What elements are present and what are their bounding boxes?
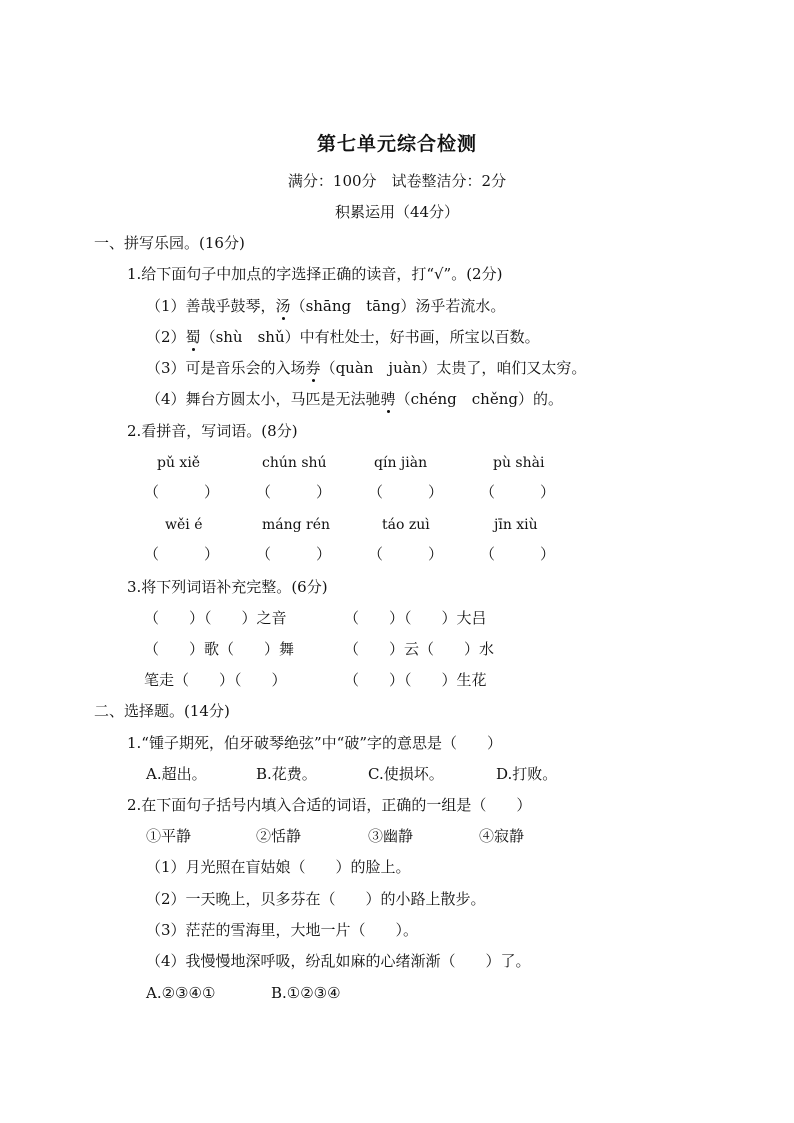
q1-item: （4）舞台方圆太小，马匹是无法驰骋（chéng chěng）的。 bbox=[146, 390, 563, 408]
idiom-blank[interactable]: 笔走（ ）（ ） bbox=[144, 671, 287, 689]
option-b[interactable]: B.花费。 bbox=[256, 765, 317, 783]
s2-q2-prompt: 2.在下面句子括号内填入合适的词语，正确的一组是（ ） bbox=[127, 796, 532, 814]
answer-blank[interactable]: （ ） bbox=[368, 545, 444, 563]
word-choice: ④寂静 bbox=[479, 827, 525, 845]
fill-sentence: （4）我慢慢地深呼吸，纷乱如麻的心绪渐渐（ ）了。 bbox=[146, 952, 531, 970]
fill-sentence: （2）一天晚上，贝多芬在（ ）的小路上散步。 bbox=[146, 890, 486, 908]
answer-blank[interactable]: （ ） bbox=[480, 545, 556, 563]
word-choice: ③幽静 bbox=[368, 827, 414, 845]
page-title: 第七单元综合检测 bbox=[316, 133, 477, 155]
answer-blank[interactable]: （ ） bbox=[480, 483, 556, 501]
q1-item: （3）可是音乐会的入场券（quàn juàn）太贵了，咱们又太穷。 bbox=[146, 359, 587, 377]
pinyin: táo zuì bbox=[382, 517, 430, 533]
q1-item: （1）善哉乎鼓琴，汤（shāng tāng）汤乎若流水。 bbox=[146, 297, 506, 315]
answer-blank[interactable]: （ ） bbox=[368, 483, 444, 501]
option-c[interactable]: C.使损坏。 bbox=[368, 765, 444, 783]
option-b[interactable]: B.①②③④ bbox=[271, 984, 341, 1002]
q2-prompt: 2.看拼音，写词语。(8分) bbox=[127, 422, 298, 440]
pinyin: pǔ xiě bbox=[157, 455, 201, 471]
pinyin: chún shú bbox=[262, 455, 327, 471]
answer-blank[interactable]: （ ） bbox=[144, 483, 220, 501]
idiom-blank[interactable]: （ ）（ ）之音 bbox=[144, 609, 287, 627]
answer-blank[interactable]: （ ） bbox=[256, 545, 332, 563]
fill-sentence: （1）月光照在盲姑娘（ ）的脸上。 bbox=[146, 858, 411, 876]
pinyin: jīn xiù bbox=[494, 517, 538, 533]
answer-blank[interactable]: （ ） bbox=[144, 545, 220, 563]
fill-sentence: （3）茫茫的雪海里，大地一片（ ）。 bbox=[146, 921, 419, 939]
q1-prompt: 1.给下面句子中加点的字选择正确的读音，打“√”。(2分) bbox=[127, 265, 503, 283]
q3-prompt: 3.将下列词语补充完整。(6分) bbox=[127, 578, 328, 596]
pinyin: wěi é bbox=[165, 517, 203, 533]
q1-item: （2）蜀（shù shǔ）中有杜处士，好书画，所宝以百数。 bbox=[146, 328, 540, 346]
idiom-blank[interactable]: （ ）云（ ）水 bbox=[344, 640, 495, 658]
section1-heading: 一、拼写乐园。(16分) bbox=[94, 234, 245, 252]
option-d[interactable]: D.打败。 bbox=[496, 765, 558, 783]
option-a[interactable]: A.②③④① bbox=[146, 984, 216, 1002]
score-line: 满分：100分 试卷整洁分：2分 bbox=[287, 172, 507, 190]
pinyin: máng rén bbox=[262, 517, 331, 533]
word-choice: ②恬静 bbox=[256, 827, 302, 845]
option-a[interactable]: A.超出。 bbox=[146, 765, 207, 783]
part-title: 积累运用（44分） bbox=[334, 203, 460, 221]
s2-q1-prompt: 1.“锺子期死，伯牙破琴绝弦”中“破”字的意思是（ ） bbox=[127, 734, 502, 752]
idiom-blank[interactable]: （ ）（ ）生花 bbox=[344, 671, 487, 689]
section2-heading: 二、选择题。(14分) bbox=[94, 702, 230, 720]
word-choice: ①平静 bbox=[146, 827, 192, 845]
answer-blank[interactable]: （ ） bbox=[256, 483, 332, 501]
pinyin: pù shài bbox=[493, 455, 545, 471]
idiom-blank[interactable]: （ ）歌（ ）舞 bbox=[144, 640, 295, 658]
idiom-blank[interactable]: （ ）（ ）大吕 bbox=[344, 609, 487, 627]
pinyin: qín jiàn bbox=[374, 455, 428, 471]
